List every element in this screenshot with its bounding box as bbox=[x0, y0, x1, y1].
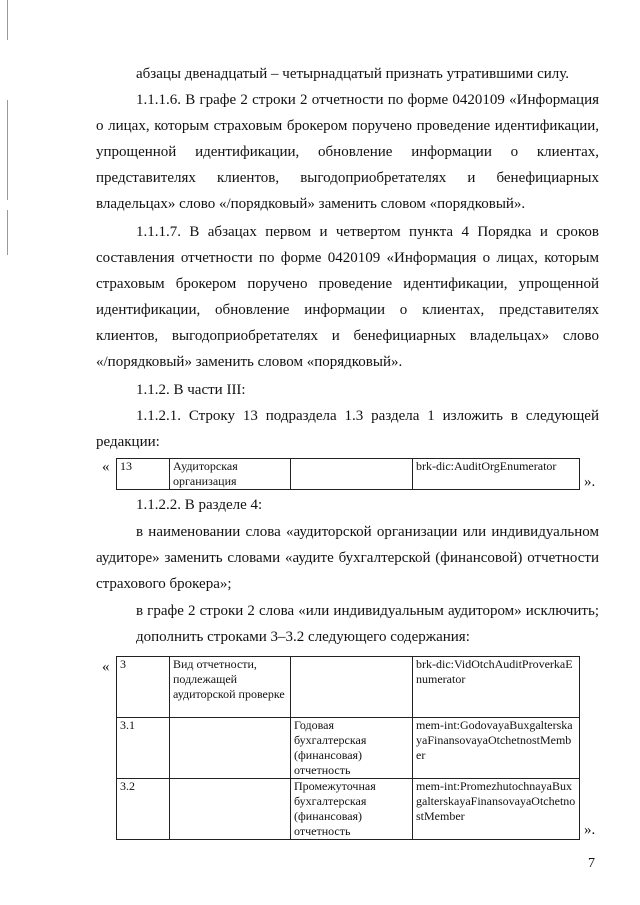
margin-mark bbox=[7, 100, 8, 200]
close-quote: ». bbox=[584, 822, 596, 838]
text-line: страхового брокера»; bbox=[96, 576, 232, 592]
paragraph-abolish: абзацы двенадцатый – четырнадцатый признать утратившими силу. bbox=[136, 66, 570, 82]
text-line: страховым брокером поручено проведение идентификации, упрощенной bbox=[96, 276, 599, 292]
text-line: представителях клиентов, выгодоприобретателях и бенефициарных bbox=[96, 170, 599, 186]
table-cell: Годовая бухгалтерская (финансовая) отчетность bbox=[291, 718, 413, 779]
table-row bbox=[117, 779, 580, 840]
table-cell: brk-dic:AuditOrgEnumerator bbox=[413, 459, 580, 490]
text-line: 1.1.1.7. В абзацах первом и четвертом пункта 4 Порядка и сроков bbox=[136, 224, 599, 240]
margin-mark bbox=[7, 0, 8, 40]
text-line: идентификации, обновление информации о клиентах, представителях bbox=[96, 302, 599, 318]
text-line: в наименовании слова «аудиторской организации или индивидуальном bbox=[136, 524, 599, 540]
text-line: 1.1.2.1. Строку 13 подраздела 1.3 раздела 1 изложить в следующей bbox=[136, 408, 599, 424]
text-line: составления отчетности по форме 0420109 «Информация о лицах, которым bbox=[96, 250, 599, 266]
page-number: 7 bbox=[588, 856, 595, 871]
table-cell: mem-int:GodovayaBuxgalterskayaFinansovayaOtchetnostMember bbox=[413, 718, 580, 779]
table-cell: 3.1 bbox=[117, 718, 170, 779]
text-line: 1.1.1.6. В графе 2 строки 2 отчетности по форме 0420109 «Информация bbox=[136, 92, 599, 108]
text-line: клиентов, выгодоприобретателях и бенефициарных владельцах» слово bbox=[96, 328, 599, 344]
margin-mark bbox=[7, 210, 8, 255]
text-line: «/порядковый» заменить словом «порядковый». bbox=[96, 354, 403, 370]
table-cell bbox=[170, 718, 291, 779]
table-rows-3-3-2 bbox=[116, 656, 580, 840]
table-cell: 3.2 bbox=[117, 779, 170, 840]
table-row bbox=[117, 459, 580, 490]
table-cell bbox=[291, 657, 413, 718]
paragraph-1-1-2: 1.1.2. В части III: bbox=[136, 382, 246, 398]
table-row-13 bbox=[116, 458, 580, 490]
text-line: о лицах, которым страховым брокером поручено проведение идентификации, bbox=[96, 118, 599, 134]
open-quote: « bbox=[102, 459, 110, 475]
table-cell: Аудиторская организация bbox=[170, 459, 291, 490]
paragraph-add-rows: дополнить строками 3–3.2 следующего содержания: bbox=[136, 629, 470, 645]
paragraph-graph-2: в графе 2 строки 2 слова «или индивидуальным аудитором» исключить; bbox=[136, 603, 599, 619]
table-row bbox=[117, 718, 580, 779]
table-cell bbox=[291, 459, 413, 490]
table-row bbox=[117, 657, 580, 718]
table-cell: brk-dic:VidOtchAuditProverkaEnumerator bbox=[413, 657, 580, 718]
table-cell: Вид отчетности, подлежащей аудиторской проверке bbox=[170, 657, 291, 718]
text-line: редакции: bbox=[96, 434, 160, 450]
table-cell bbox=[170, 779, 291, 840]
close-quote: ». bbox=[584, 474, 596, 490]
open-quote: « bbox=[102, 659, 110, 675]
text-line: владельцах» слово «/порядковый» заменить словом «порядковый». bbox=[96, 196, 526, 212]
table-cell: 3 bbox=[117, 657, 170, 718]
text-line: аудиторе» заменить словами «аудите бухгалтерской (финансовой) отчетности bbox=[96, 550, 599, 566]
text-line: упрощенной идентификации, обновление информации о клиентах, bbox=[96, 144, 599, 160]
table-cell: 13 bbox=[117, 459, 170, 490]
paragraph-1-1-2-2: 1.1.2.2. В разделе 4: bbox=[136, 497, 263, 513]
table-cell: mem-int:PromezhutochnayaBuxgalterskayaFinansovayaOtchetnostMember bbox=[413, 779, 580, 840]
table-cell: Промежуточная бухгалтерская (финансовая) отчетность bbox=[291, 779, 413, 840]
